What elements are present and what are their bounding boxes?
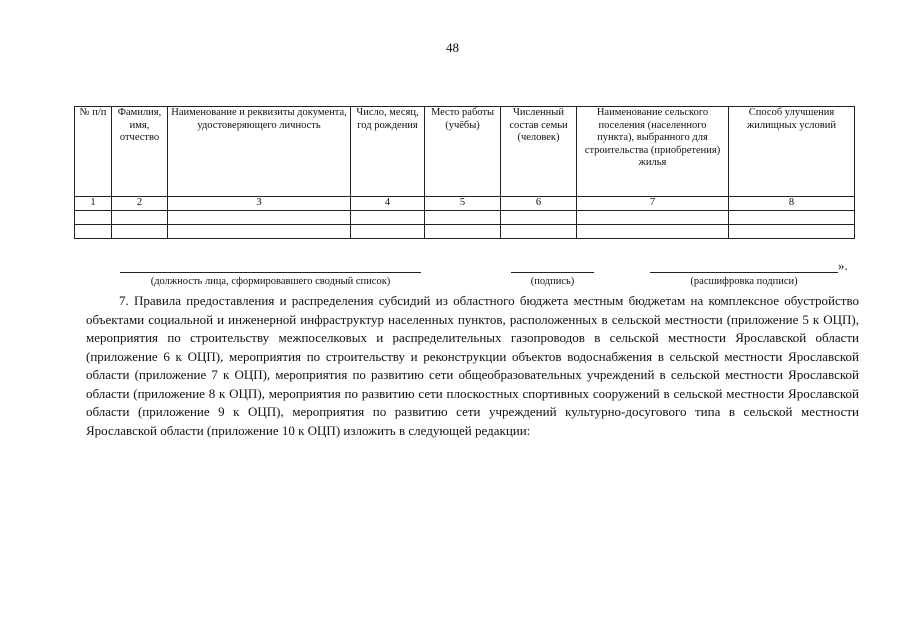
column-header: Число, месяц, год рождения xyxy=(351,107,425,197)
column-header: Фамилия, имя, отчество xyxy=(112,107,168,197)
table-cell xyxy=(112,210,168,224)
column-number: 6 xyxy=(501,197,577,211)
column-header: Наименование и реквизиты документа, удостоверяющего личность xyxy=(168,107,351,197)
column-number: 5 xyxy=(425,197,501,211)
table-cell xyxy=(168,210,351,224)
decoding-signature-line xyxy=(650,272,838,273)
table-header-row xyxy=(75,107,855,197)
table-cell xyxy=(75,210,112,224)
table-cell xyxy=(501,210,577,224)
table-cell xyxy=(351,224,425,238)
column-header: Способ улучшения жилищных условий xyxy=(729,107,855,197)
column-header: Численный состав семьи (человек) xyxy=(501,107,577,197)
column-number: 7 xyxy=(577,197,729,211)
table-cell xyxy=(577,224,729,238)
page-number: 48 xyxy=(446,40,459,55)
table-cell xyxy=(729,210,855,224)
table-cell xyxy=(75,224,112,238)
column-header: Наименование сельского поселения (населенного пункта), выбранного для строительства (приобретения) жилья xyxy=(577,107,729,197)
position-caption: (должность лица, сформировавшего сводный список) xyxy=(150,276,391,287)
column-header: № п/п xyxy=(75,107,112,197)
paragraph-7: 7. Правила предоставления и распределения субсидий из областного бюджета местным бюджетам на комплексное обустройство объектами социальной и инженерной инфраструктур населенных пунктов, расположенных в сельской местности (приложение 5 к ОЦП), мероприятия по строительству межпоселковых и распределительных газопроводов в сельской местности Ярославской области (приложение 6 к ОЦП), мероприятия по строительству и реконструкции объектов водоснабжения в сельской местности Ярославской области (приложение 7 к ОЦП), мероприятия по развитию сети общеобразовательных учреждений в сельской местности Ярославской области (приложение 8 к ОЦП), мероприятия по развитию сети плоскостных спортивных сооружений в сельской местности Ярославской области (приложение 9 к ОЦП), мероприятия по развитию сети учреждений культурно-досугового типа в сельской местности Ярославской области (приложение 10 к ОЦП) изложить в следующей редакции: xyxy=(86,293,859,438)
table-cell xyxy=(425,224,501,238)
closing-quote-mark: ». xyxy=(838,258,848,273)
table-cell xyxy=(501,224,577,238)
table-cell xyxy=(729,224,855,238)
table-cell xyxy=(425,210,501,224)
table-cell xyxy=(351,210,425,224)
table-cell xyxy=(577,210,729,224)
column-number: 1 xyxy=(75,197,112,211)
column-header: Место работы (учёбы) xyxy=(425,107,501,197)
summary-list-table xyxy=(74,106,855,239)
table-row xyxy=(75,210,855,224)
column-number: 2 xyxy=(112,197,168,211)
signature-line xyxy=(511,272,594,273)
table-cell xyxy=(112,224,168,238)
position-signature-line xyxy=(120,272,421,273)
column-number-row xyxy=(75,197,855,211)
decoding-caption: (расшифровка подписи) xyxy=(690,276,798,287)
signature-caption: (подпись) xyxy=(530,276,575,287)
column-number: 8 xyxy=(729,197,855,211)
column-number: 3 xyxy=(168,197,351,211)
column-number: 4 xyxy=(351,197,425,211)
table-row xyxy=(75,224,855,238)
table-cell xyxy=(168,224,351,238)
